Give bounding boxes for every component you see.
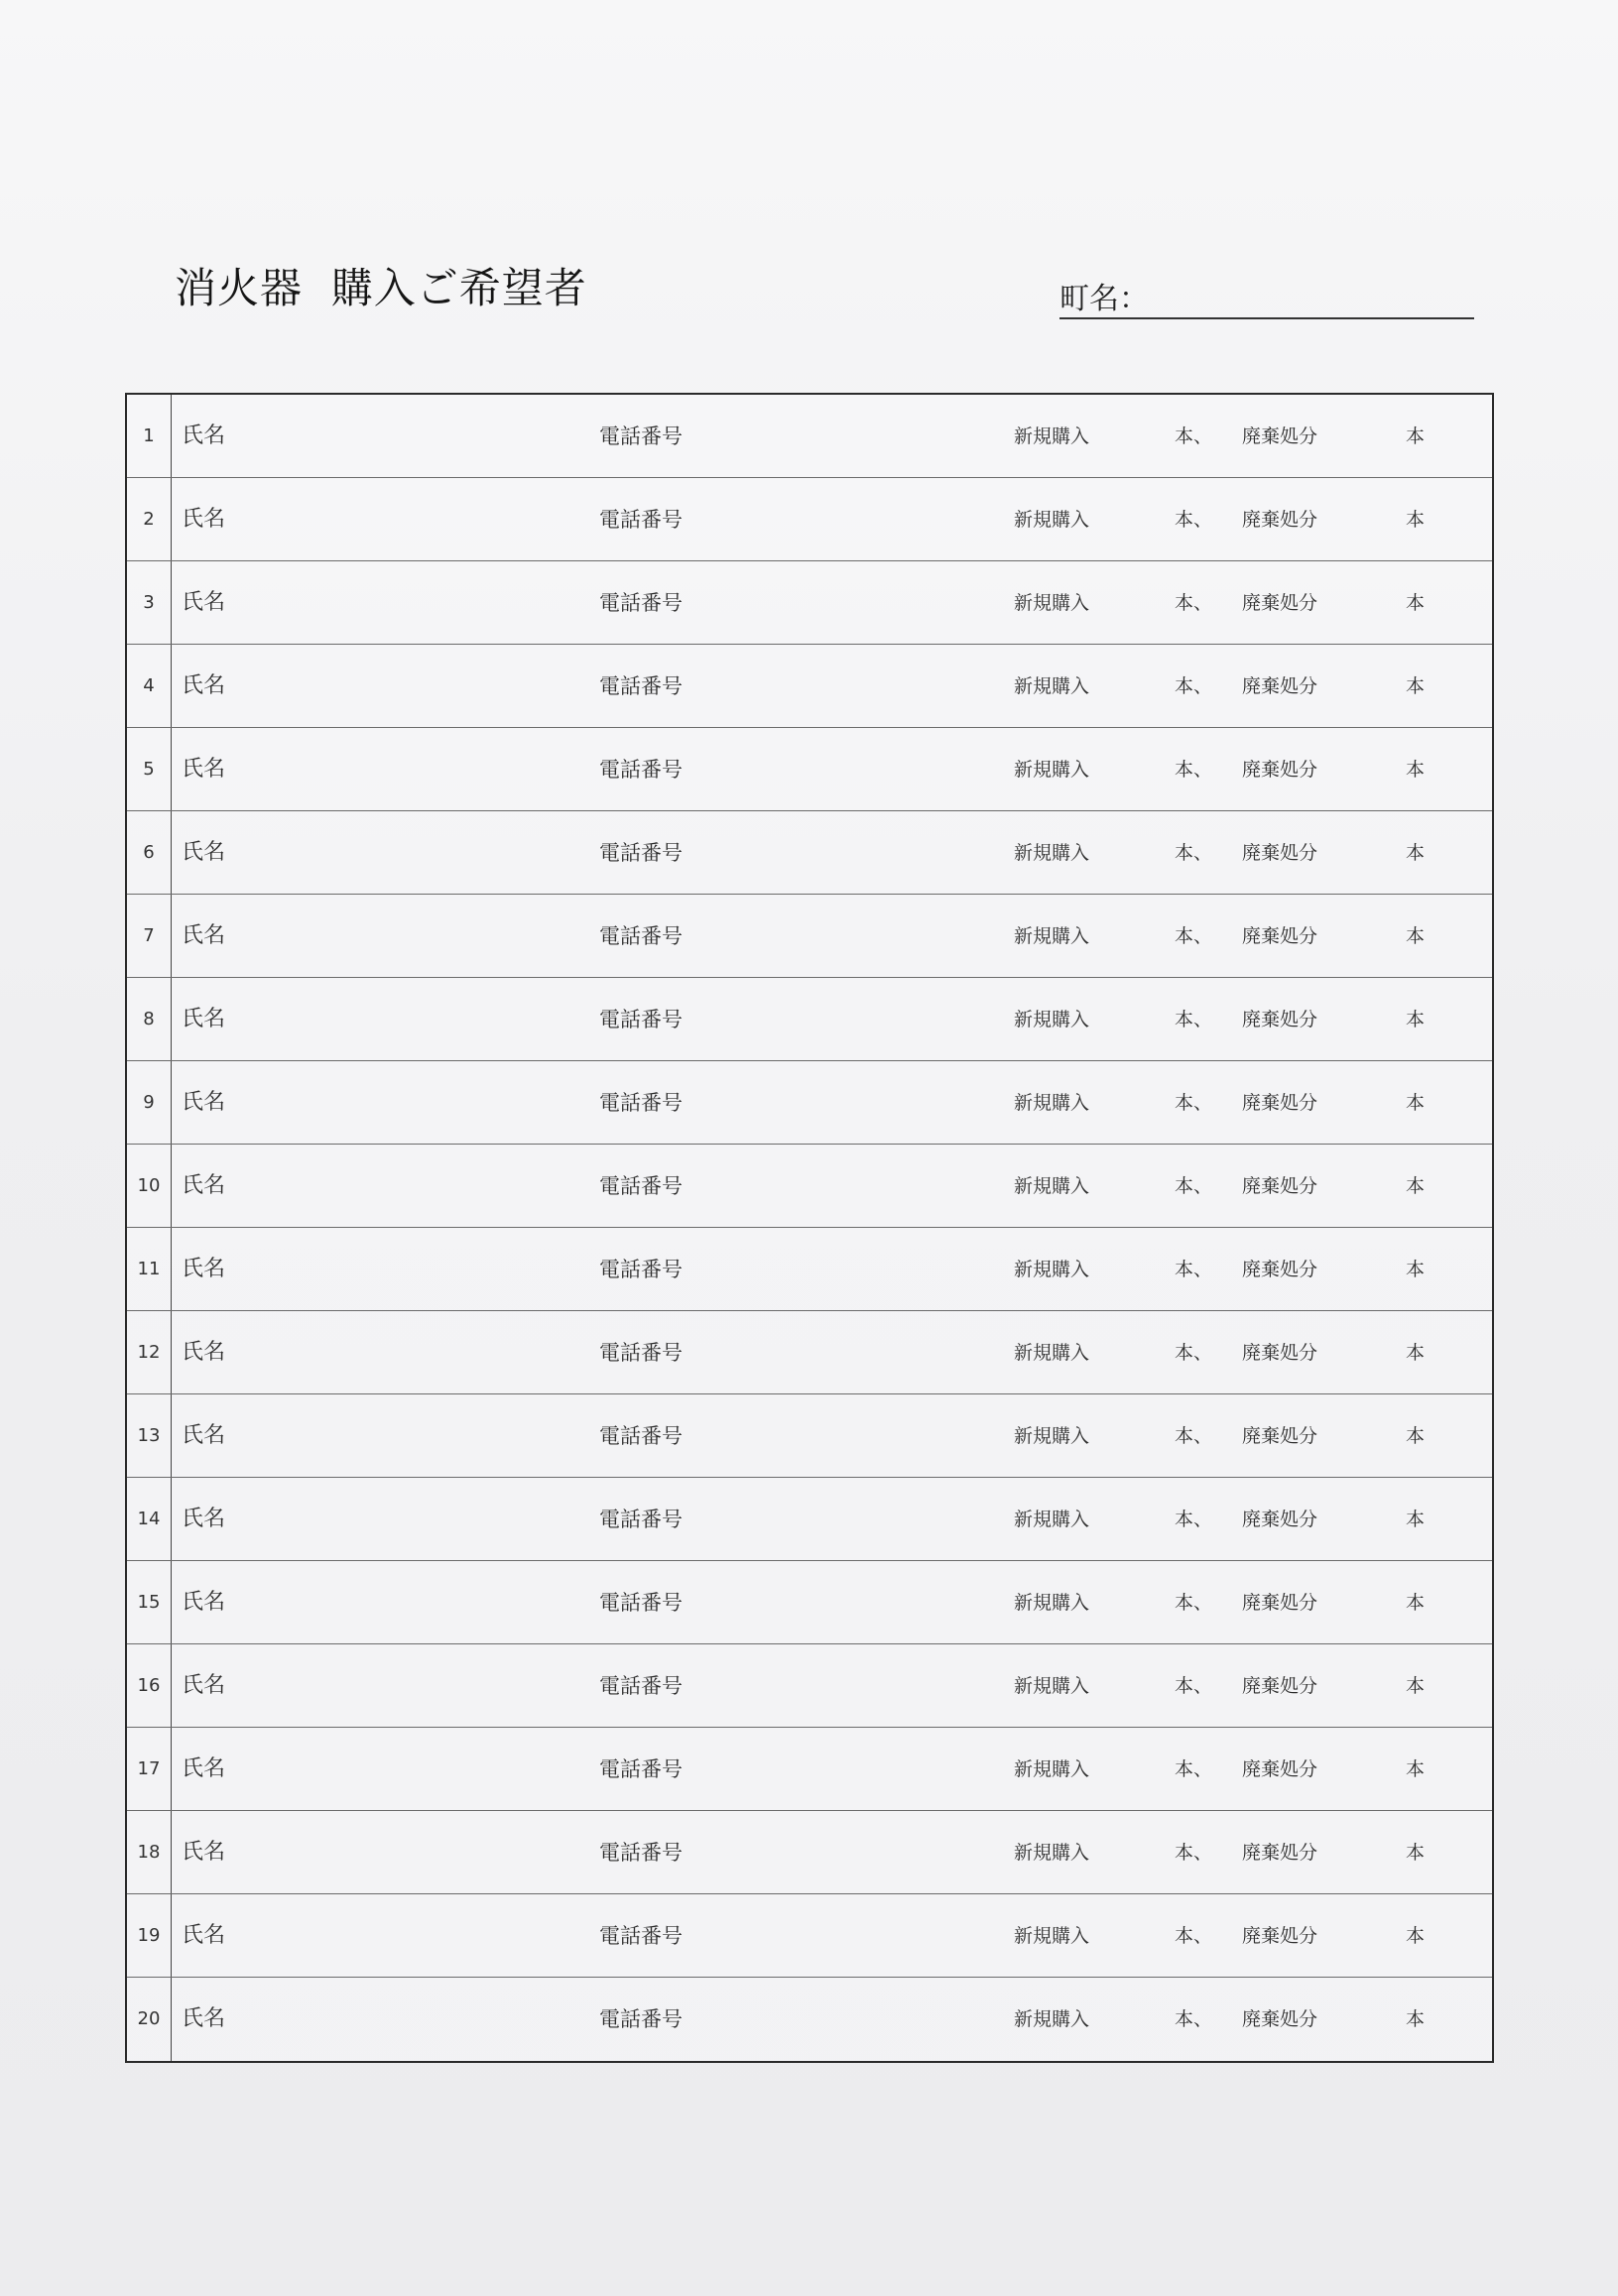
unit-label: 本 [1406,1425,1426,1447]
row-number: 14 [127,1478,172,1560]
unit-label: 本 [1406,1925,1426,1947]
unit-label: 本 [1406,509,1426,531]
phone-field-label: 電話番号 [599,1674,683,1698]
name-field-label: 氏名 [182,2006,226,2031]
name-field-label: 氏名 [182,590,226,615]
row-number: 19 [127,1894,172,1977]
phone-field-label: 電話番号 [599,841,683,865]
new-purchase-label: 新規購入 [1014,759,1090,781]
new-purchase-label: 新規購入 [1014,675,1090,697]
new-purchase-label: 新規購入 [1014,1675,1090,1697]
unit-label: 本、 [1175,509,1213,531]
unit-label: 本、 [1175,1758,1213,1780]
unit-label: 本、 [1175,925,1213,947]
row-number: 1 [127,395,172,477]
row-number: 17 [127,1728,172,1810]
row-number: 5 [127,728,172,810]
new-purchase-label: 新規購入 [1014,1842,1090,1864]
phone-field-label: 電話番号 [599,1091,683,1115]
disposal-label: 廃棄処分 [1242,1925,1318,1947]
disposal-label: 廃棄処分 [1242,425,1318,447]
table-row [127,728,1492,811]
new-purchase-label: 新規購入 [1014,1925,1090,1947]
row-number: 11 [127,1228,172,1310]
row-number: 6 [127,811,172,894]
table-row [127,978,1492,1061]
unit-label: 本、 [1175,1092,1213,1114]
table-row [127,811,1492,895]
table-row [127,1228,1492,1311]
disposal-label: 廃棄処分 [1242,1675,1318,1697]
name-field-label: 氏名 [182,673,226,698]
table-row [127,1561,1492,1644]
phone-field-label: 電話番号 [599,424,683,448]
unit-label: 本 [1406,1342,1426,1364]
unit-label: 本、 [1175,1925,1213,1947]
table-row [127,561,1492,645]
name-field-label: 氏名 [182,1756,226,1781]
phone-field-label: 電話番号 [599,591,683,615]
new-purchase-label: 新規購入 [1014,1425,1090,1447]
disposal-label: 廃棄処分 [1242,1092,1318,1114]
name-field-label: 氏名 [182,423,226,448]
unit-label: 本 [1406,842,1426,864]
disposal-label: 廃棄処分 [1242,1425,1318,1447]
new-purchase-label: 新規購入 [1014,1592,1090,1614]
unit-label: 本 [1406,1842,1426,1864]
table-row [127,1811,1492,1894]
new-purchase-label: 新規購入 [1014,1342,1090,1364]
table-row [127,478,1492,561]
applicant-table [125,393,1494,2063]
new-purchase-label: 新規購入 [1014,925,1090,947]
disposal-label: 廃棄処分 [1242,1259,1318,1280]
table-row [127,395,1492,478]
name-field-label: 氏名 [182,507,226,532]
unit-label: 本 [1406,1009,1426,1030]
disposal-label: 廃棄処分 [1242,759,1318,781]
unit-label: 本 [1406,592,1426,614]
unit-label: 本、 [1175,1509,1213,1530]
new-purchase-label: 新規購入 [1014,1509,1090,1530]
unit-label: 本、 [1175,425,1213,447]
table-row [127,1061,1492,1145]
unit-label: 本 [1406,1259,1426,1280]
unit-label: 本 [1406,1592,1426,1614]
name-field-label: 氏名 [182,1173,226,1198]
name-field-label: 氏名 [182,1840,226,1865]
name-field-label: 氏名 [182,1007,226,1031]
row-number: 8 [127,978,172,1060]
phone-field-label: 電話番号 [599,1008,683,1031]
unit-label: 本、 [1175,1009,1213,1030]
disposal-label: 廃棄処分 [1242,509,1318,531]
name-field-label: 氏名 [182,1340,226,1365]
name-field-label: 氏名 [182,1923,226,1948]
unit-label: 本 [1406,2008,1426,2030]
row-number: 3 [127,561,172,644]
phone-field-label: 電話番号 [599,1341,683,1365]
unit-label: 本、 [1175,2008,1213,2030]
unit-label: 本 [1406,675,1426,697]
row-number: 10 [127,1145,172,1227]
disposal-label: 廃棄処分 [1242,842,1318,864]
disposal-label: 廃棄処分 [1242,675,1318,697]
phone-field-label: 電話番号 [599,674,683,698]
row-number: 4 [127,645,172,727]
unit-label: 本、 [1175,592,1213,614]
unit-label: 本 [1406,759,1426,781]
disposal-label: 廃棄処分 [1242,1342,1318,1364]
name-field-label: 氏名 [182,1590,226,1615]
phone-field-label: 電話番号 [599,2007,683,2031]
name-field-label: 氏名 [182,1507,226,1531]
row-number: 12 [127,1311,172,1393]
new-purchase-label: 新規購入 [1014,1092,1090,1114]
name-field-label: 氏名 [182,757,226,782]
table-row [127,1145,1492,1228]
row-number: 13 [127,1394,172,1477]
row-number: 9 [127,1061,172,1144]
new-purchase-label: 新規購入 [1014,1758,1090,1780]
disposal-label: 廃棄処分 [1242,1842,1318,1864]
phone-field-label: 電話番号 [599,1841,683,1865]
row-number: 16 [127,1644,172,1727]
unit-label: 本、 [1175,1259,1213,1280]
disposal-label: 廃棄処分 [1242,1592,1318,1614]
page-title: 消火器 購入ご希望者 [175,264,587,312]
table-row [127,1644,1492,1728]
table-row [127,1894,1492,1978]
table-row [127,645,1492,728]
name-field-label: 氏名 [182,1673,226,1698]
table-row [127,1978,1492,2061]
unit-label: 本 [1406,925,1426,947]
town-name-field[interactable] [1059,274,1474,319]
row-number: 7 [127,895,172,977]
disposal-label: 廃棄処分 [1242,1509,1318,1530]
unit-label: 本、 [1175,1342,1213,1364]
disposal-label: 廃棄処分 [1242,1758,1318,1780]
row-number: 2 [127,478,172,560]
town-name-label: 町名： [1059,282,1149,316]
new-purchase-label: 新規購入 [1014,592,1090,614]
table-row [127,1478,1492,1561]
disposal-label: 廃棄処分 [1242,2008,1318,2030]
phone-field-label: 電話番号 [599,924,683,948]
disposal-label: 廃棄処分 [1242,1009,1318,1030]
row-number: 18 [127,1811,172,1893]
name-field-label: 氏名 [182,1257,226,1281]
unit-label: 本、 [1175,1425,1213,1447]
new-purchase-label: 新規購入 [1014,2008,1090,2030]
phone-field-label: 電話番号 [599,1591,683,1615]
new-purchase-label: 新規購入 [1014,509,1090,531]
phone-field-label: 電話番号 [599,1508,683,1531]
row-number: 20 [127,1978,172,2061]
unit-label: 本、 [1175,1842,1213,1864]
unit-label: 本 [1406,1509,1426,1530]
phone-field-label: 電話番号 [599,1924,683,1948]
unit-label: 本、 [1175,1592,1213,1614]
name-field-label: 氏名 [182,1423,226,1448]
table-row [127,1728,1492,1811]
unit-label: 本、 [1175,1675,1213,1697]
unit-label: 本 [1406,1758,1426,1780]
new-purchase-label: 新規購入 [1014,1009,1090,1030]
phone-field-label: 電話番号 [599,1174,683,1198]
unit-label: 本 [1406,1092,1426,1114]
name-field-label: 氏名 [182,1090,226,1115]
name-field-label: 氏名 [182,923,226,948]
phone-field-label: 電話番号 [599,1258,683,1281]
unit-label: 本、 [1175,675,1213,697]
disposal-label: 廃棄処分 [1242,1175,1318,1197]
table-row [127,1394,1492,1478]
table-row [127,895,1492,978]
new-purchase-label: 新規購入 [1014,425,1090,447]
new-purchase-label: 新規購入 [1014,1175,1090,1197]
phone-field-label: 電話番号 [599,1757,683,1781]
disposal-label: 廃棄処分 [1242,592,1318,614]
name-field-label: 氏名 [182,840,226,865]
unit-label: 本 [1406,1175,1426,1197]
row-number: 15 [127,1561,172,1643]
unit-label: 本 [1406,1675,1426,1697]
unit-label: 本、 [1175,759,1213,781]
unit-label: 本、 [1175,842,1213,864]
unit-label: 本 [1406,425,1426,447]
new-purchase-label: 新規購入 [1014,842,1090,864]
phone-field-label: 電話番号 [599,1424,683,1448]
table-row [127,1311,1492,1394]
new-purchase-label: 新規購入 [1014,1259,1090,1280]
phone-field-label: 電話番号 [599,508,683,532]
phone-field-label: 電話番号 [599,758,683,782]
disposal-label: 廃棄処分 [1242,925,1318,947]
unit-label: 本、 [1175,1175,1213,1197]
